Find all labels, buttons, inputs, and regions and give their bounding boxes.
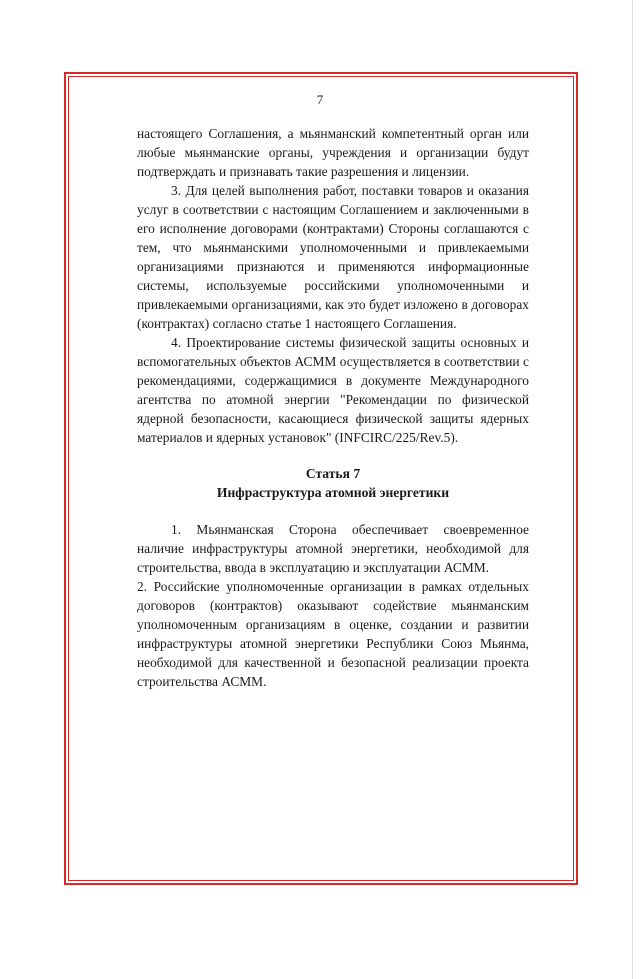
paragraph-item-4: 4. Проектирование системы физической защиты основных и вспомогательных объектов АСММ осуществляется в соответствии с рекомендациями, содержащимися в документе Международного агентства по атомной энергии "Рекомендации по физической ядерной безопасности, касающиеся физической защиты ядерных материалов и ядерных установок" (INFCIRC/225/Rev.5). xyxy=(137,335,529,445)
article-heading xyxy=(137,464,529,502)
article-title: Инфраструктура атомной энергетики xyxy=(216,485,450,500)
article-number: Статья 7 xyxy=(305,466,361,481)
article-paragraph-1: 1. Мьянманская Сторона обеспечивает своевременное наличие инфраструктуры атомной энергетики, необходимой для строительства, ввода в эксплуатацию и эксплуатации АСММ. xyxy=(137,522,529,575)
page-number: 7 xyxy=(316,92,324,107)
paragraph-continuation: настоящего Соглашения, а мьянманский компетентный орган или любые мьянманские органы, учреждения и организации будут подтверждать и признавать такие разрешения и лицензии. xyxy=(137,126,529,179)
scan-edge xyxy=(632,0,633,979)
document-body xyxy=(137,124,529,691)
paragraph-item-3: 3. Для целей выполнения работ, поставки товаров и оказания услуг в соответствии с настоящим Соглашением и заключенными в его исполнение договорами (контрактами) Стороны соглашаются с тем, что мьянманскими уполномоченными и привлекаемыми организациями признаются и применяются информационные системы, используемые российскими уполномоченными и привлекаемыми организациями, как это будет изложено в договорах (контрактах) согласно статье 1 настоящего Соглашения. xyxy=(137,183,529,331)
article-paragraph-2: 2. Российские уполномоченные организации в рамках отдельных договоров (контрактов) оказывают содействие мьянманским уполномоченным организациям в оценке, создании и развитии инфраструктуры атомной энергетики Республики Союз Мьянма, необходимой для качественной и безопасной реализации проекта строительства АСММ. xyxy=(137,579,529,689)
